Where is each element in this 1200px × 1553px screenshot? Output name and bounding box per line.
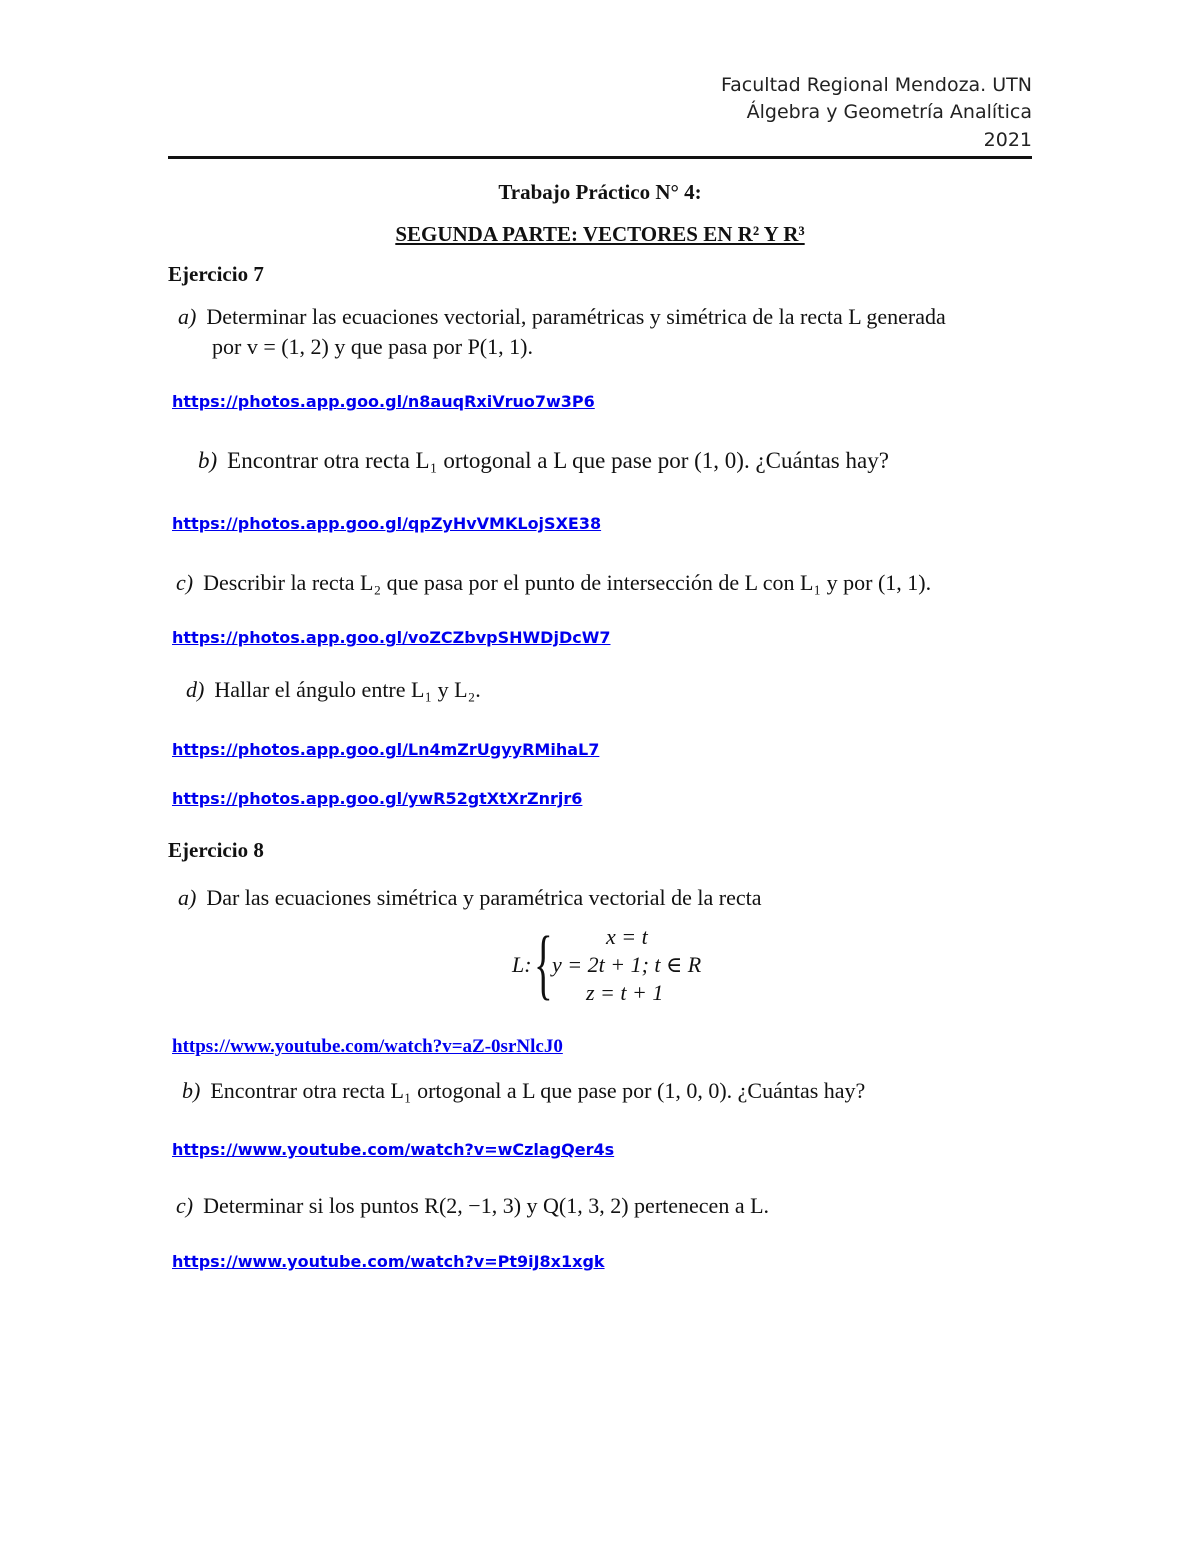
exercise-8b-text: Encontrar otra recta L₁ ortogonal a L que pase por (1, 0, 0). ¿Cuántas hay?: [210, 1078, 866, 1103]
exercise-7a-link[interactable]: https://photos.app.goo.gl/n8auqRxiVruo7w3P6: [172, 392, 595, 411]
exercise-7b: [198, 448, 889, 474]
header-course: Álgebra y Geometría Analítica: [746, 101, 1032, 123]
exercise-7c-text: Describir la recta L₂ que pasa por el punto de intersección de L con L₁ y por (1, 1).: [203, 570, 932, 595]
item-label: b): [198, 448, 218, 473]
exercise-8c-text: Determinar si los puntos R(2, −1, 3) y Q(1, 3, 2) pertenecen a L.: [203, 1193, 770, 1218]
exercise-7d-link-1[interactable]: https://photos.app.goo.gl/Ln4mZrUgyyRMihaL7: [172, 740, 600, 759]
item-label: c): [176, 1193, 194, 1218]
left-brace-icon: {: [534, 920, 553, 1007]
exercise-7-heading: Ejercicio 7: [168, 262, 264, 286]
header-year: 2021: [983, 129, 1032, 151]
equation-z: z = t + 1: [586, 980, 664, 1005]
header-divider: [168, 156, 1032, 159]
exercise-7a-line1: Determinar las ecuaciones vectorial, paramétricas y simétrica de la recta L generada: [206, 304, 946, 329]
exercise-8-heading: Ejercicio 8: [168, 838, 264, 862]
exercise-7c: [176, 570, 931, 596]
equation-x: x = t: [606, 924, 648, 949]
exercise-7d-text: Hallar el ángulo entre L₁ y L₂.: [214, 677, 481, 702]
exercise-8a: [178, 885, 762, 911]
exercise-8c-link[interactable]: https://www.youtube.com/watch?v=Pt9iJ8x1xgk: [172, 1252, 605, 1271]
exercise-8a-text: Dar las ecuaciones simétrica y paramétrica vectorial de la recta: [206, 885, 762, 910]
exercise-7b-link[interactable]: https://photos.app.goo.gl/qpZyHvVMKLojSXE38: [172, 514, 602, 533]
document-subtitle: SEGUNDA PARTE: VECTORES EN R² Y R³: [395, 222, 805, 246]
exercise-7d: [186, 677, 481, 703]
item-label: c): [176, 570, 194, 595]
exercise-7c-link[interactable]: https://photos.app.goo.gl/voZCZbvpSHWDjDcW7: [172, 628, 611, 647]
exercise-7a: [178, 304, 946, 330]
line-equation-system: [512, 920, 752, 1008]
exercise-8a-link[interactable]: https://www.youtube.com/watch?v=aZ-0srNlcJ0: [172, 1036, 563, 1057]
item-label: a): [178, 304, 197, 329]
exercise-7d-link-2[interactable]: https://photos.app.goo.gl/ywR52gtXtXrZnrjr6: [172, 789, 583, 808]
system-label: L:: [512, 952, 532, 977]
item-label: b): [182, 1078, 201, 1103]
item-label: a): [178, 885, 197, 910]
exercise-8b: [182, 1078, 865, 1104]
equation-y: y = 2t + 1; t ∈ R: [552, 952, 702, 977]
exercise-8b-link[interactable]: https://www.youtube.com/watch?v=wCzlagQer4s: [172, 1140, 615, 1159]
exercise-7b-text: Encontrar otra recta L₁ ortogonal a L que pase por (1, 0). ¿Cuántas hay?: [227, 448, 889, 473]
document-title: Trabajo Práctico N° 4:: [498, 180, 702, 204]
item-label: d): [186, 677, 205, 702]
exercise-8c: [176, 1193, 769, 1219]
exercise-7a-line2: por v = (1, 2) y que pasa por P(1, 1).: [212, 334, 533, 359]
header-institution: Facultad Regional Mendoza. UTN: [720, 74, 1032, 96]
